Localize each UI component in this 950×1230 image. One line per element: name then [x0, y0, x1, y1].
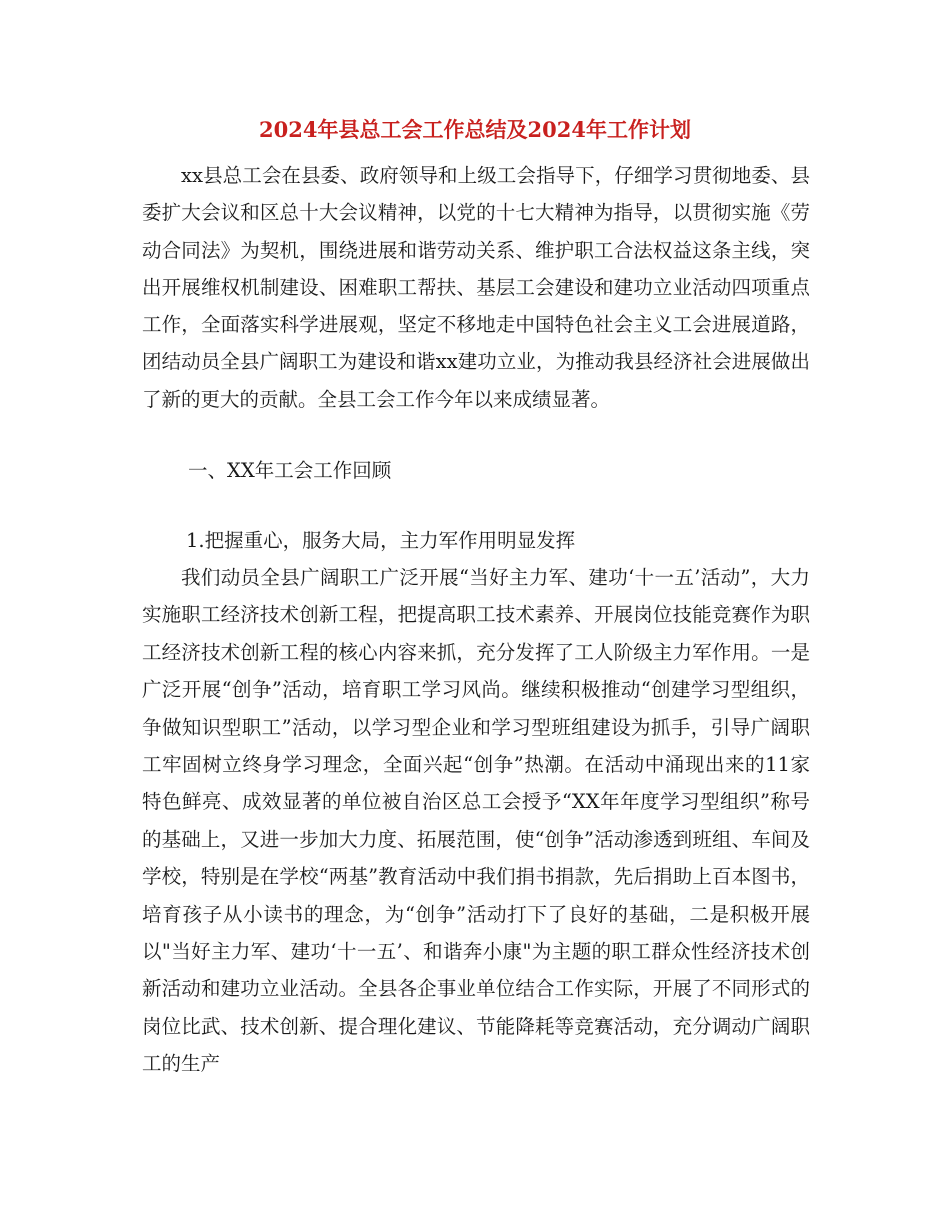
document-title: 2024年县总工会工作总结及2024年工作计划 — [259, 117, 691, 142]
subsection-heading: 1.把握重心，服务大局，主力军作用明显发挥 — [186, 529, 576, 552]
body-paragraph: 我们动员全县广阔职工广泛开展“当好主力军、建功‘十一五’活动”，大力实施职工经济技术创新工程，把提高职工技术素养、开展岗位技能竞赛作为职工经济技术创新工程的核心内容来抓，充分发挥了工人阶级主力军作用。一是广泛开展“创争”活动，培育职工学习风尚。继续积极推动“创建学习型组织，争做知识型职工”活动，以学习型企业和学习型班组建设为抓手，引导广阔职工牢固树立终身学习理念，全面兴起“创争”热潮。在活动中涌现出来的11家特色鲜亮、成效显著的单位被自治区总工会授予“XX年年度学习型组织”称号的基础上，又进一步加大力度、拓展范围，使“创争”活动渗透到班组、车间及学校，特别是在学校“两基”教育活动中我们捐书捐款，先后捐助上百本图书，培育孩子从小读书的理念，为“创争”活动打下了良好的基础，二是积极开展以"当好主力军、建功‘十一五’、和谐奔小康"为主题的职工群众性经济技术创新活动和建功立业活动。全县各企事业单位结合工作实际，开展了不同形式的岗位比武、技术创新、提合理化建议、节能降耗等竞赛活动，充分调动广阔职工的生产 — [142, 566, 810, 1076]
section-one-body — [142, 522, 810, 1083]
intro-paragraph: xx县总工会在县委、政府领导和上级工会指导下，仔细学习贯彻地委、县委扩大会议和区总十大会议精神，以党的十七大精神为指导，以贯彻实施《劳动合同法》为契机，围绕进展和谐劳动关系、维护职工合法权益这条主线，突出开展维权机制建设、困难职工帮扶、基层工会建设和建功立业活动四项重点工作，全面落实科学进展观，坚定不移地走中国特色社会主义工会进展道路，团结动员全县广阔职工为建设和谐xx建功立业，为推动我县经济社会进展做出了新的更大的贡献。全县工会工作今年以来成绩显著。 — [142, 164, 810, 411]
section-heading: 一、XX年工会工作回顾 — [188, 459, 392, 482]
